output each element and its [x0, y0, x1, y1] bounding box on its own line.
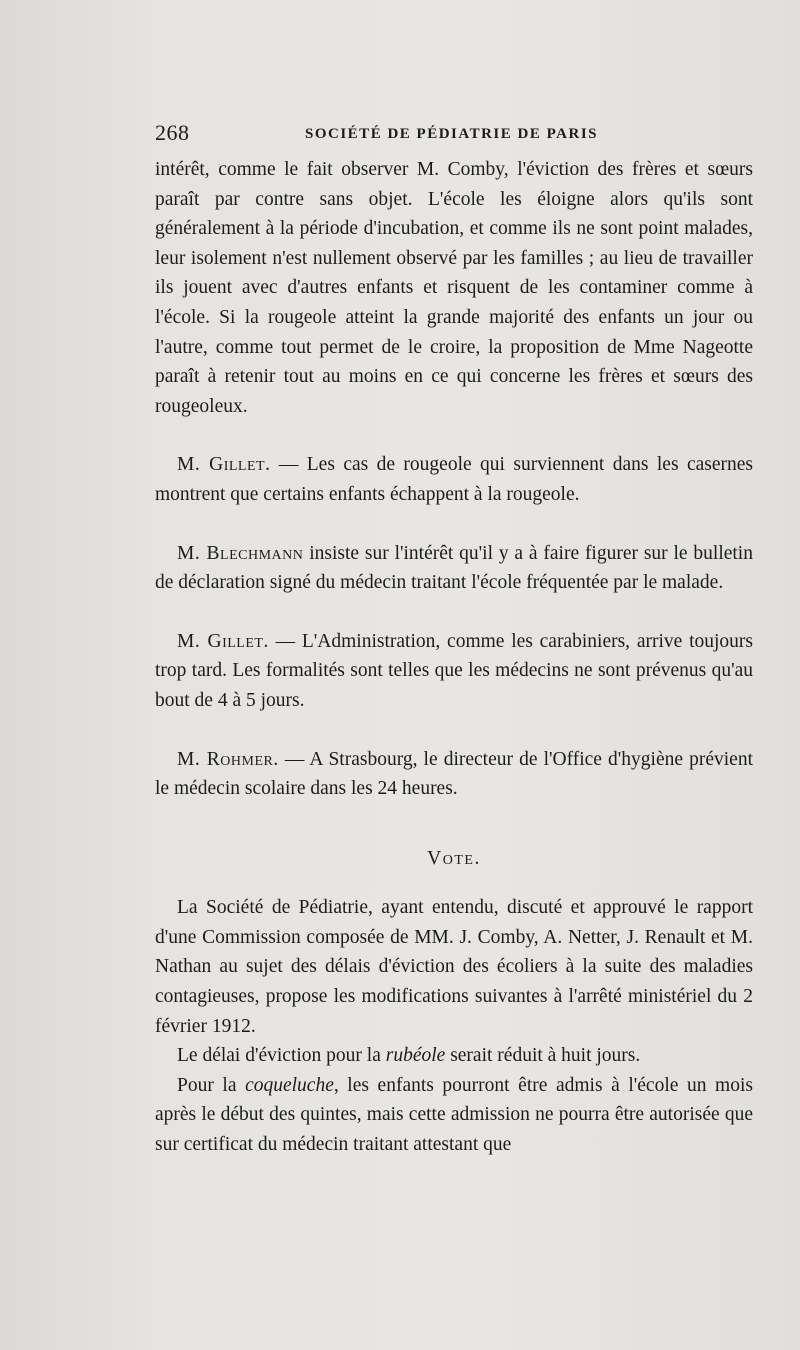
paragraph-4 — [155, 627, 753, 716]
paragraph-8 — [155, 1071, 753, 1160]
paragraph-1: intérêt, comme le fait observer M. Comby, l'éviction des frères et sœurs paraît par contre sans objet. L'école les éloigne alors qu'ils sont généralement à la période d'incubation, et comme ils ne sont point malades, leur isolement n'est nullement observé par les familles ; au lieu de travailler ils jouent avec d'autres enfants et risquent de les contaminer comme à l'école. Si la rougeole atteint la grande majorité des enfants un jour ou l'autre, comme tout permet de le croire, la proposition de Mme Nageotte paraît à retenir tout au moins en ce qui concerne les frères et sœurs des rougeoleux. — [155, 159, 753, 417]
text-run: , les enfants pourront être admis à l'école un mois après le début des quintes, mais cette admission ne pourra être autorisée que sur certificat du médecin traitant attestant que — [155, 1074, 753, 1156]
text-run: Pour la — [177, 1074, 246, 1096]
speaker-name: M. Gillet. — [177, 454, 271, 476]
text-run: serait réduit à huit jours. — [445, 1045, 641, 1067]
disease-name: coqueluche — [245, 1074, 334, 1096]
speaker-name: M. Rohmer. — [177, 748, 279, 770]
speaker-name: M. Gillet. — [177, 630, 269, 652]
disease-name: rubéole — [385, 1045, 446, 1067]
running-head: SOCIÉTÉ DE PÉDIATRIE DE PARIS — [305, 126, 598, 142]
page-header — [155, 120, 755, 150]
speaker-name: M. Blechmann — [177, 542, 304, 564]
speaker-text: insiste sur l'intérêt qu'il y a à faire figurer sur le bulletin de déclaration signé du médecin traitant l'école fréquentée par le malade. — [155, 542, 753, 594]
section-heading-vote: Vote. — [427, 847, 481, 869]
speaker-text: — L'Administration, comme les carabiniers, arrive toujours trop tard. Les formalités sont telles que les médecins ne sont prévenus qu'au bout de 4 à 5 jours. — [155, 630, 753, 711]
text-run: Le délai d'éviction pour la — [177, 1045, 386, 1067]
paragraph-7 — [155, 1041, 753, 1071]
speaker-text: — Les cas de rougeole qui surviennent dans les casernes montrent que certains enfants échappent à la rougeole. — [155, 454, 753, 505]
paragraph-6: La Société de Pédiatrie, ayant entendu, discuté et approuvé le rapport d'une Commission composée de MM. J. Comby, A. Netter, J. Renault et M. Nathan au sujet des délais d'éviction des écoliers à la suite des maladies contagieuses, propose les modifications suivantes à l'arrêté ministériel du 2 février 1912. — [155, 897, 753, 1037]
paragraph-5 — [155, 745, 753, 804]
paragraph-3 — [155, 539, 753, 598]
speaker-text: — A Strasbourg, le directeur de l'Office d'hygiène prévient le médecin scolaire dans les 24 heures. — [155, 748, 753, 800]
body-text — [155, 155, 753, 1160]
paragraph-2 — [155, 450, 753, 509]
page-number: 268 — [155, 120, 190, 145]
